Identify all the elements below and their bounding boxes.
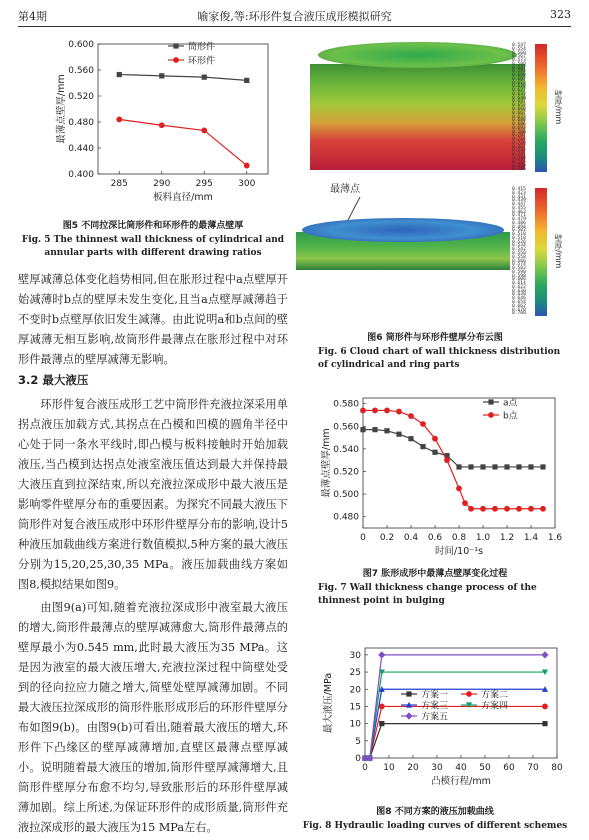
data-point bbox=[468, 506, 474, 512]
data-point bbox=[379, 721, 384, 726]
data-point bbox=[432, 436, 438, 442]
data-point bbox=[408, 413, 414, 419]
data-point bbox=[244, 163, 250, 169]
data-point bbox=[516, 464, 521, 469]
colorbar-tick-label: 0.630 bbox=[512, 288, 526, 294]
y-tick-label: 10 bbox=[349, 719, 361, 730]
data-point bbox=[542, 704, 548, 710]
colorbar-tick-label: 0.727 bbox=[512, 144, 526, 150]
colorbar-tick-label: 0.680 bbox=[512, 118, 526, 124]
data-point bbox=[159, 122, 165, 128]
data-point bbox=[504, 464, 509, 469]
data-point bbox=[372, 408, 378, 414]
fig7-chart bbox=[305, 390, 575, 562]
colorbar-tick-label: 0.560 bbox=[512, 50, 526, 56]
series-line-1 bbox=[365, 724, 545, 758]
header-rule bbox=[18, 26, 571, 27]
legend-marker bbox=[488, 412, 494, 418]
fig6-top-scale-labels bbox=[512, 44, 534, 172]
legend-marker bbox=[466, 691, 472, 697]
y-tick-label: 0.540 bbox=[333, 444, 359, 455]
x-tick-label: 10 bbox=[383, 763, 395, 773]
x-tick-label: 0 bbox=[360, 533, 366, 543]
colorbar-tick-label: 0.580 bbox=[512, 61, 526, 67]
colorbar-tick-label: 0.653 bbox=[512, 103, 526, 109]
data-point bbox=[396, 409, 402, 415]
legend-label: b点 bbox=[503, 411, 518, 422]
colorbar-tick-label: 0.547 bbox=[512, 43, 526, 48]
legend-label: 方案三 bbox=[421, 701, 449, 712]
colorbar-tick-label: 0.518 bbox=[512, 235, 526, 241]
legend-label: 方案五 bbox=[421, 712, 449, 723]
section-heading: 3.2 最大液压 bbox=[18, 373, 89, 387]
colorbar-tick-label: 0.455 bbox=[512, 205, 526, 211]
legend-marker bbox=[488, 399, 493, 404]
x-tick-label: 0 bbox=[362, 763, 368, 773]
colorbar-tick-label: 0.558 bbox=[512, 254, 526, 260]
x-tick-label: 80 bbox=[551, 763, 563, 773]
paragraph-2: 环形件复合液压成形工艺中筒形件充液拉深采用单拐点液压加载方式,其拐点在凸模和凹模的圆角半径中心处于同一条水平线时,即凸模与板料接触时开始加载液压,当凸模到达拐点处液室液压值达到最大并保持最大液压直到拉深结束,所以充液拉深成形中最大液压是影响零件壁厚分布的重要因素。为探究不同最大液压下筒形件对复合液压成形中环形件壁厚分布的影响,设计5种液压加载曲线方案进行数值模拟,5种方案的最大液压分别为15,20,25,30,35 MPa。液压加载曲线方案如图8,模拟结果如图9。 bbox=[18, 398, 288, 591]
data-point bbox=[396, 432, 401, 437]
colorbar-tick-label: 0.550 bbox=[512, 251, 526, 257]
x-axis-label: 时间/10⁻¹s bbox=[434, 546, 484, 557]
colorbar-tick-label: 0.554 bbox=[512, 46, 526, 52]
colorbar-tick-label: 0.662 bbox=[512, 303, 526, 309]
colorbar-tick-label: 0.534 bbox=[512, 243, 526, 249]
data-point bbox=[117, 72, 122, 77]
colorbar-tick-label: 0.574 bbox=[512, 262, 526, 268]
fig8-chart bbox=[305, 640, 575, 798]
colorbar-tick-label: 0.607 bbox=[512, 76, 526, 82]
y-tick-label: 0.580 bbox=[333, 399, 359, 410]
fig6-annotation: 最薄点 bbox=[330, 184, 360, 195]
paragraph-1: 壁厚减薄总体变化趋势相同,但在胀形过程中a点壁厚开始减薄时b点的壁厚未发生变化,且当a点壁厚减薄趋于不变时b点壁厚依旧发生减薄。由此说明a和b点间的壁厚减薄无相互影响,故筒形件最薄点在胀形过程中对环形件最薄点的壁厚减薄无影响。 bbox=[18, 273, 288, 366]
data-point bbox=[420, 444, 425, 449]
fig5-caption-en: Fig. 5 The thinnest wall thickness of cylindrical and annular parts with different drawing ratios bbox=[21, 235, 285, 258]
colorbar-tick-label: 0.720 bbox=[512, 140, 526, 146]
x-axis-label: 板料直径/mm bbox=[153, 192, 213, 203]
colorbar-tick-label: 0.686 bbox=[512, 122, 526, 128]
x-tick-label: 295 bbox=[195, 179, 213, 189]
x-tick-label: 70 bbox=[527, 763, 539, 773]
series-line-4 bbox=[365, 672, 545, 758]
data-point bbox=[528, 506, 534, 512]
colorbar-tick-label: 0.693 bbox=[512, 125, 526, 131]
x-axis-label: 凸模行程/mm bbox=[431, 776, 491, 787]
x-tick-label: 1.2 bbox=[499, 533, 515, 543]
fig6-caption-en: Fig. 6 Cloud chart of wall thickness distribution of cylindrical and ring parts bbox=[318, 347, 561, 370]
colorbar-tick-label: 0.755 bbox=[512, 159, 526, 165]
data-point bbox=[528, 464, 533, 469]
colorbar-tick-label: 0.510 bbox=[512, 232, 526, 238]
y-tick-label: 0 bbox=[355, 754, 361, 764]
colorbar-tick-label: 0.673 bbox=[512, 114, 526, 120]
paragraph-3: 由图9(a)可知,随着充液拉深成形中液室最大液压的增大,筒形件最薄点的壁厚减薄愈大,筒形件最薄点的壁厚最小为0.545 mm,此时最大液压为35 MPa。这是因为液室的最大液压增大,充液拉深过程中筒壁处受到的径向拉应力随之增大,筒壁处壁厚减薄加剧。不同最大液压拉深成形的筒形件胀形成形后的环形件壁厚分布如图9(b)。由图9(b)可看出,随着最大液压的增大,环形件下凸缘区的壁厚减薄增加,直壁区最薄点壁厚减小。说明随着最大液压的增加,筒形件壁厚减薄增大,且筒形件壁厚分布愈不均匀,导致胀形后的环形件壁厚减薄加剧。综上所述,为保证环形件的成形质量,筒形件充液拉深成形的最大液压为15 MPa左右。 bbox=[18, 601, 288, 834]
fig6-bottom-unit: 壁厚/mm bbox=[554, 234, 563, 269]
data-point bbox=[504, 506, 510, 512]
x-tick-label: 0.6 bbox=[427, 533, 443, 543]
y-axis-label: 最薄点壁厚/mm bbox=[56, 74, 67, 144]
legend-label: 方案四 bbox=[481, 701, 509, 712]
colorbar-tick-label: 0.582 bbox=[512, 266, 526, 272]
colorbar-tick-label: 0.647 bbox=[512, 99, 526, 105]
series-line-1 bbox=[363, 430, 543, 467]
colorbar-tick-label: 0.502 bbox=[512, 228, 526, 234]
y-tick-label: 30 bbox=[349, 650, 361, 661]
colorbar-tick-label: 0.714 bbox=[512, 137, 526, 143]
colorbar-tick-label: 0.415 bbox=[512, 187, 526, 192]
data-point bbox=[541, 651, 548, 658]
series-line-2 bbox=[119, 119, 247, 165]
y-tick-label: 25 bbox=[349, 668, 361, 679]
x-tick-label: 285 bbox=[110, 179, 128, 189]
fig6-ring-contour bbox=[296, 218, 510, 274]
data-point bbox=[420, 421, 426, 427]
colorbar-tick-label: 0.760 bbox=[512, 163, 526, 169]
fig6-cylinder-contour bbox=[310, 42, 525, 172]
y-tick-label: 0.480 bbox=[68, 118, 94, 128]
data-point bbox=[159, 73, 164, 78]
colorbar-tick-label: 0.542 bbox=[512, 247, 526, 253]
data-point bbox=[116, 117, 122, 123]
x-tick-label: 20 bbox=[407, 763, 419, 773]
data-point bbox=[408, 436, 413, 441]
y-tick-label: 0.560 bbox=[68, 66, 94, 76]
colorbar-tick-label: 0.627 bbox=[512, 88, 526, 94]
data-point bbox=[468, 464, 473, 469]
colorbar-tick-label: 0.606 bbox=[512, 277, 526, 283]
y-axis-label: 最大液压/MPa bbox=[323, 672, 334, 734]
colorbar-tick-label: 0.598 bbox=[512, 273, 526, 279]
data-point bbox=[542, 721, 547, 726]
data-point bbox=[492, 464, 497, 469]
data-point bbox=[456, 464, 461, 469]
colorbar-tick-label: 0.423 bbox=[512, 190, 526, 196]
colorbar-tick-label: 0.748 bbox=[512, 155, 526, 161]
fig7-caption-cn: 图7 胀形成形中最薄点壁厚变化过程 bbox=[362, 569, 508, 579]
data-point bbox=[480, 506, 486, 512]
data-point bbox=[516, 506, 522, 512]
legend-label: 方案二 bbox=[481, 690, 509, 701]
colorbar-tick-label: 0.471 bbox=[512, 213, 526, 219]
colorbar-tick-label: 0.573 bbox=[512, 58, 526, 64]
data-point bbox=[432, 450, 437, 455]
colorbar-tick-label: 0.667 bbox=[512, 110, 526, 116]
legend-label: 筒形件 bbox=[188, 42, 216, 53]
legend-label: a点 bbox=[503, 398, 518, 409]
y-tick-label: 0.520 bbox=[68, 92, 94, 102]
y-tick-label: 15 bbox=[349, 702, 361, 713]
colorbar-tick-label: 0.566 bbox=[512, 258, 526, 264]
colorbar-tick-label: 0.567 bbox=[512, 54, 526, 60]
colorbar-tick-label: 0.614 bbox=[512, 281, 526, 287]
colorbar-tick-label: 0.431 bbox=[512, 194, 526, 200]
colorbar-tick-label: 0.700 bbox=[512, 129, 526, 135]
fig5-caption-cn: 图5 不同拉深比筒形件和环形件的最薄点壁厚 bbox=[62, 221, 244, 231]
colorbar-tick-label: 0.638 bbox=[512, 292, 526, 298]
data-point bbox=[456, 486, 462, 492]
page-number: 323 bbox=[550, 8, 571, 21]
data-point bbox=[372, 427, 377, 432]
colorbar-tick-label: 0.633 bbox=[512, 91, 526, 97]
data-point bbox=[202, 75, 207, 80]
fig6-top-unit: 壁厚/mm bbox=[554, 90, 563, 125]
colorbar-tick-label: 0.587 bbox=[512, 65, 526, 71]
data-point bbox=[201, 128, 207, 134]
x-tick-label: 290 bbox=[153, 179, 171, 189]
colorbar-tick-label: 0.620 bbox=[512, 84, 526, 90]
x-tick-label: 1.6 bbox=[547, 533, 563, 543]
colorbar-tick-label: 0.707 bbox=[512, 133, 526, 139]
data-point bbox=[360, 427, 365, 432]
colorbar-tick-label: 0.494 bbox=[512, 224, 526, 230]
colorbar-tick-label: 0.654 bbox=[512, 299, 526, 305]
colorbar-tick-label: 0.593 bbox=[512, 69, 526, 75]
colorbar-tick-label: 0.613 bbox=[512, 80, 526, 86]
y-tick-label: 0.480 bbox=[333, 512, 359, 523]
y-tick-label: 0.400 bbox=[68, 170, 94, 180]
data-point bbox=[378, 651, 385, 658]
data-point bbox=[360, 408, 366, 414]
fig6-bottom-scale-labels bbox=[512, 188, 534, 316]
x-tick-label: 1.0 bbox=[475, 533, 491, 543]
data-point bbox=[384, 428, 389, 433]
data-point bbox=[444, 457, 450, 463]
colorbar-tick-label: 0.646 bbox=[512, 296, 526, 302]
y-tick-label: 5 bbox=[355, 736, 361, 747]
y-tick-label: 0.600 bbox=[68, 40, 94, 50]
colorbar-tick-label: 0.700 bbox=[512, 311, 526, 317]
data-point bbox=[379, 704, 385, 710]
colorbar-tick-label: 0.486 bbox=[512, 220, 526, 226]
fig7-caption-en: Fig. 7 Wall thickness change process of the thinnest point in bulging bbox=[318, 583, 537, 606]
data-point bbox=[540, 464, 545, 469]
fig8-caption-en: Fig. 8 Hydraulic loading curves of different schemes bbox=[302, 821, 568, 831]
legend-marker bbox=[173, 57, 179, 63]
colorbar-tick-label: 0.734 bbox=[512, 148, 526, 154]
legend-marker bbox=[173, 43, 178, 48]
colorbar-tick-label: 0.600 bbox=[512, 73, 526, 79]
x-tick-label: 0.4 bbox=[403, 533, 419, 543]
x-tick-label: 1.4 bbox=[523, 533, 539, 543]
fig8-caption-cn: 图8 不同方案的液压加载曲线 bbox=[376, 807, 494, 817]
colorbar-tick-label: 0.670 bbox=[512, 307, 526, 313]
x-tick-label: 0.2 bbox=[379, 533, 395, 543]
colorbar-tick-label: 0.479 bbox=[512, 217, 526, 223]
colorbar-tick-label: 0.622 bbox=[512, 284, 526, 290]
running-title: 喻家俊,等:环形件复合液压成形模拟研究 bbox=[197, 10, 392, 23]
legend-label: 环形件 bbox=[188, 56, 216, 67]
colorbar-tick-label: 0.447 bbox=[512, 202, 526, 208]
legend-marker bbox=[406, 691, 411, 696]
colorbar-tick-label: 0.765 bbox=[512, 167, 526, 173]
fig6-top-colorbar bbox=[535, 44, 547, 172]
x-tick-label: 300 bbox=[238, 179, 256, 189]
legend-label: 方案一 bbox=[421, 690, 449, 701]
x-tick-label: 30 bbox=[431, 763, 443, 773]
colorbar-tick-label: 0.463 bbox=[512, 209, 526, 215]
colorbar-tick-label: 0.590 bbox=[512, 269, 526, 275]
legend-marker bbox=[405, 712, 412, 719]
y-tick-label: 20 bbox=[349, 685, 361, 696]
y-tick-label: 0.440 bbox=[68, 144, 94, 154]
colorbar-tick-label: 0.640 bbox=[512, 95, 526, 101]
x-tick-label: 40 bbox=[455, 763, 467, 773]
colorbar-tick-label: 0.660 bbox=[512, 107, 526, 113]
y-axis-label: 最薄点壁厚/mm bbox=[321, 428, 332, 498]
colorbar-tick-label: 0.526 bbox=[512, 239, 526, 245]
data-point bbox=[492, 506, 498, 512]
data-point bbox=[244, 78, 249, 83]
plot-frame bbox=[98, 44, 268, 174]
colorbar-tick-label: 0.439 bbox=[512, 198, 526, 204]
y-tick-label: 0.500 bbox=[333, 490, 359, 501]
series-line-2 bbox=[363, 410, 543, 508]
series-line-1 bbox=[119, 75, 247, 81]
plot-frame bbox=[365, 648, 557, 758]
colorbar-tick-label: 0.741 bbox=[512, 152, 526, 158]
data-point bbox=[540, 506, 546, 512]
y-tick-label: 0.560 bbox=[333, 422, 359, 433]
fig6-bottom-colorbar bbox=[535, 188, 547, 316]
fig6-caption-cn: 图6 筒形件与环形件壁厚分布云图 bbox=[367, 333, 503, 343]
data-point bbox=[462, 500, 468, 506]
y-tick-label: 0.520 bbox=[333, 467, 359, 478]
data-point bbox=[384, 408, 390, 414]
data-point bbox=[480, 464, 485, 469]
issue-number: 第4期 bbox=[18, 10, 47, 23]
fig5-chart bbox=[18, 30, 288, 210]
series-line-2 bbox=[365, 706, 545, 758]
x-tick-label: 0.8 bbox=[451, 533, 467, 543]
x-tick-label: 50 bbox=[479, 763, 491, 773]
x-tick-label: 60 bbox=[503, 763, 515, 773]
